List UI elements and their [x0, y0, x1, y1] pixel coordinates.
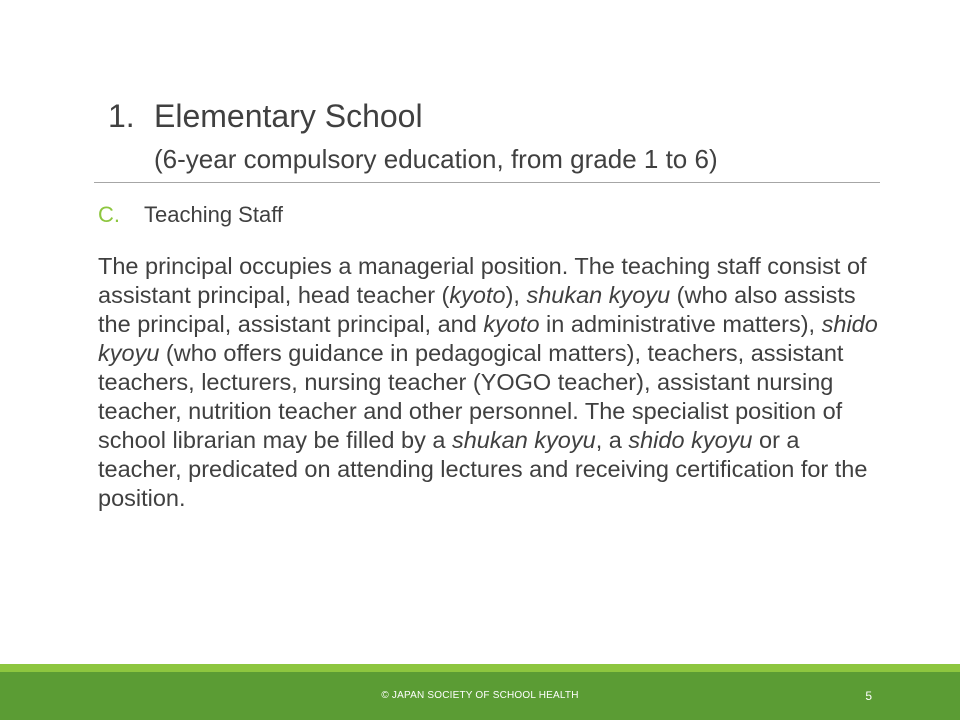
section-title: Teaching Staff [144, 202, 284, 227]
footer-accent-stripe [0, 664, 960, 672]
body-text-segment: in administrative matters), [539, 311, 822, 337]
body-text-segment: The principal occupies a managerial position. The teaching staff consist of assistant principal, head teacher ( [98, 253, 867, 308]
body-text-segment: or a teacher, predicated on attending lectures and receiving certification for the position. [98, 427, 868, 511]
slide-subtitle: (6-year compulsory education, from grade 1 to 6) [154, 144, 718, 174]
body-term-italic: kyoto [483, 311, 540, 337]
body-text-segment: ), [505, 282, 527, 308]
title-text: Elementary School [154, 98, 423, 134]
section-heading [98, 200, 283, 230]
footer-bar [0, 672, 960, 720]
body-text-segment: (who also assists the principal, assistant principal, and [98, 282, 856, 337]
section-letter: C. [98, 202, 120, 227]
body-paragraph [98, 252, 888, 513]
footer-copyright: © JAPAN SOCIETY OF SCHOOL HEALTH [381, 690, 579, 701]
body-text-segment: , a [595, 427, 629, 453]
title-divider [94, 182, 880, 183]
body-term-italic: shido kyoyu [628, 427, 753, 453]
title-number: 1. [108, 98, 135, 134]
page-number: 5 [865, 689, 872, 703]
body-term-italic: shukan kyoyu [526, 282, 671, 308]
body-term-italic: shukan kyoyu [451, 427, 596, 453]
body-term-italic: kyoto [449, 282, 506, 308]
body-term-italic: shido kyoyu [98, 311, 878, 366]
body-text-segment: (who offers guidance in pedagogical matters), teachers, assistant teachers, lecturers, nursing teacher (YOGO teacher), assistant nursing teacher, nutrition teacher and other personnel. The specialist position of school librarian may be filled by a [98, 340, 844, 453]
slide-title [108, 96, 423, 136]
